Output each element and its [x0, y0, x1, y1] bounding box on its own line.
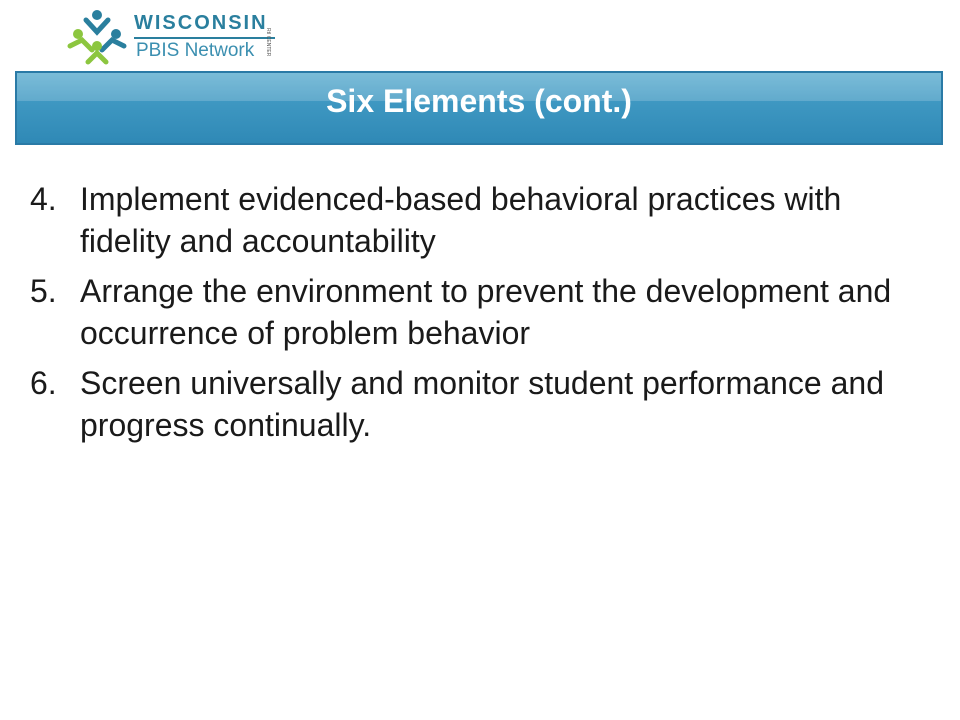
logo-pbis-network-text: PBIS Network — [136, 40, 255, 61]
list-item-number: 5. — [30, 273, 57, 309]
list-item — [30, 178, 910, 262]
logo-wisconsin-text: WISCONSIN — [134, 12, 268, 34]
list-item-text: Arrange the environment to prevent the development and occurrence of problem behavior — [80, 273, 892, 351]
slide-title: Six Elements (cont.) — [326, 83, 632, 119]
element-list — [30, 178, 910, 454]
people-icon — [66, 6, 128, 66]
list-item-text: Implement evidenced-based behavioral practices with fidelity and accountability — [80, 181, 842, 259]
title-bar — [15, 71, 943, 145]
logo-tagline: RtI CENTER — [265, 28, 271, 57]
wisconsin-pbis-logo — [66, 6, 286, 66]
logo-divider — [134, 37, 275, 39]
list-item — [30, 270, 910, 354]
list-item-number: 4. — [30, 181, 57, 217]
list-item-text: Screen universally and monitor student performance and progress continually. — [80, 365, 884, 443]
list-item — [30, 362, 910, 446]
list-item-number: 6. — [30, 365, 57, 401]
